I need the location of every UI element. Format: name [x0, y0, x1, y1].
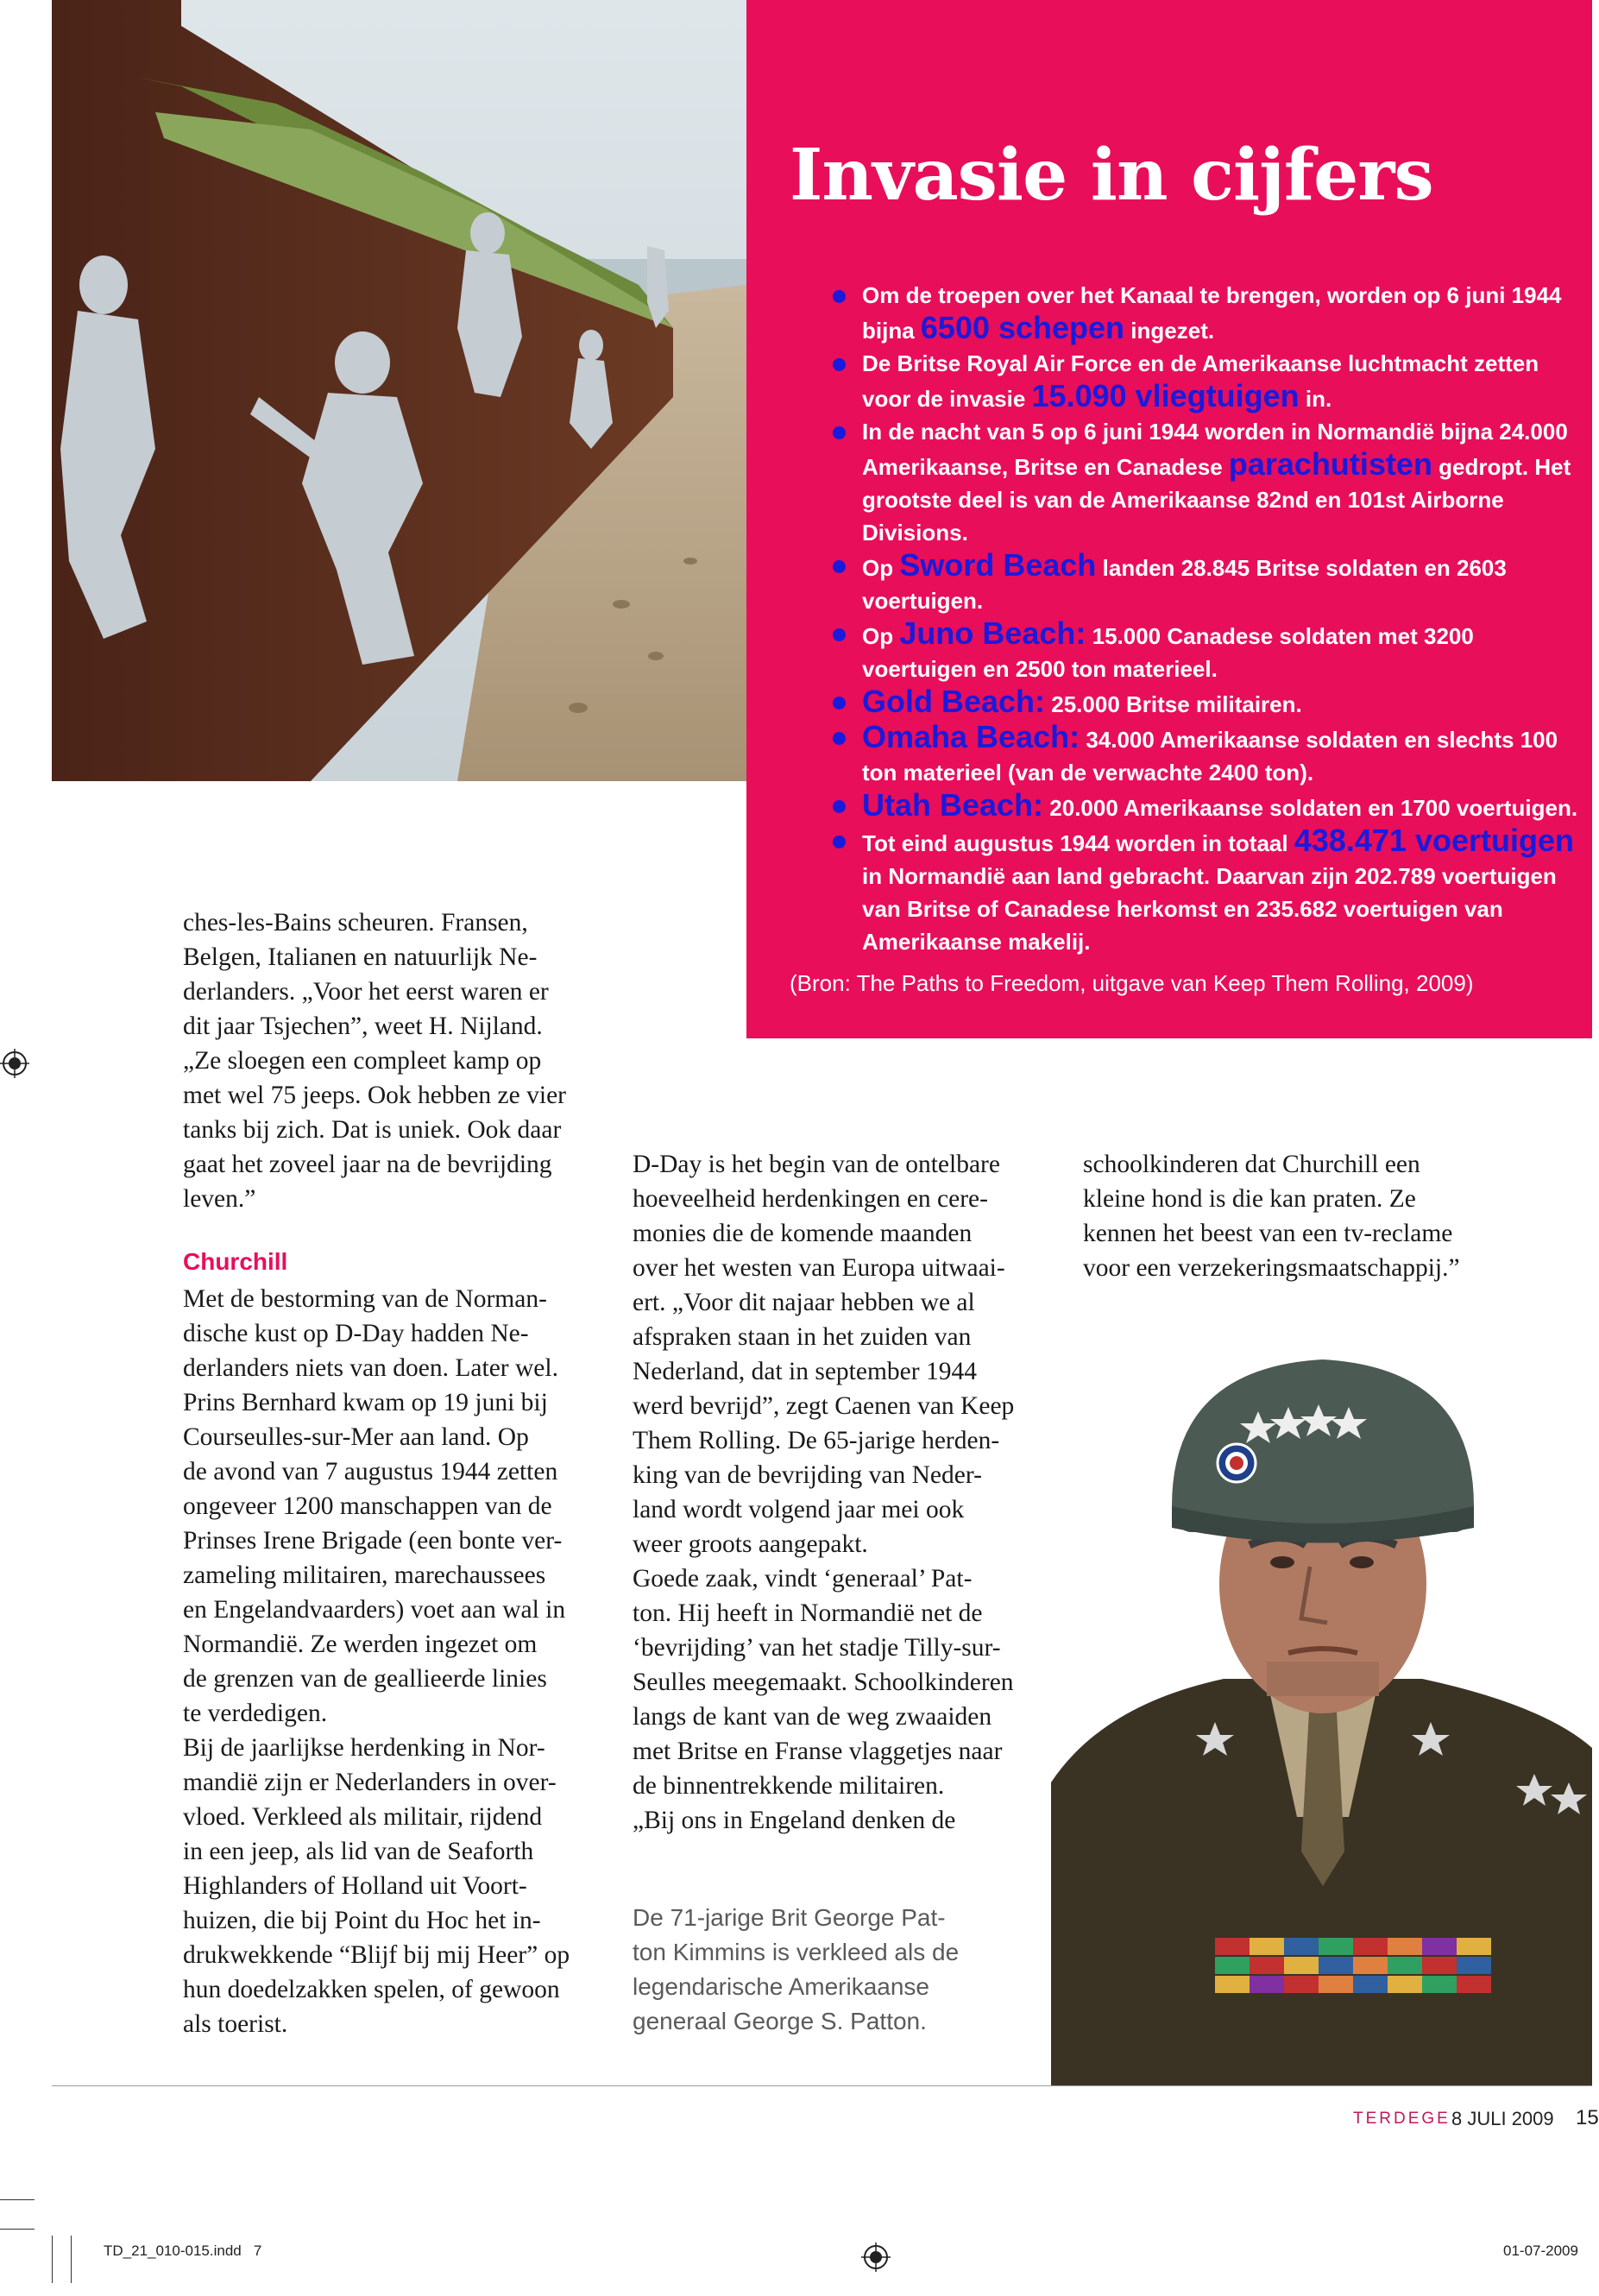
fact-item [786, 279, 1580, 347]
fact-text: 25.000 Britse militairen. [1045, 691, 1302, 717]
fact-text: Tot eind augustus 1944 worden in totaal [862, 830, 1294, 856]
crop-mark [0, 2199, 35, 2200]
fact-item [786, 617, 1580, 685]
fact-text: gedropt. Het grootste deel is van de Amerikaanse 82nd en 101st Airborne Divisions. [862, 454, 1571, 546]
fact-text: De Britse Royal Air Force en de Amerikaanse luchtmacht zetten voor de invasie [862, 350, 1539, 412]
fact-item [786, 721, 1580, 789]
article-column-1-top: ches-les-Bains scheuren. Fransen, Belgen, Italianen en natuurlijk Ne- derlanders. „Voor het eerst waren er dit jaar Tsjechen”, weet H. Nijland. „Ze sloegen een compleet kamp op met wel 75 jeeps. Ook hebben ze vier tanks bij zich. Dat is uniek. Ook daar gaat het zoveel jaar na de bevrijding leven.” [183, 909, 566, 1213]
page-number: 15 [1576, 2106, 1599, 2129]
slug-date: 01-07-2009 [1503, 2242, 1578, 2259]
fact-text: ingezet. [1124, 318, 1215, 344]
fact-item [786, 347, 1580, 415]
fact-text: Om de troepen over het Kanaal te brengen, worden op 6 juni 1944 bijna [862, 282, 1562, 344]
footer-magazine-name: TERDEGE [1353, 2110, 1451, 2128]
fact-highlight: parachutisten [1228, 446, 1432, 482]
fact-text: landen 28.845 Britse soldaten en 2603 voertuigen. [862, 555, 1507, 614]
fact-item [786, 549, 1580, 617]
fact-highlight: Utah Beach: [862, 787, 1044, 823]
patton-portrait [1051, 1334, 1592, 2085]
info-box-title: Invasie in cijfers [790, 134, 1433, 217]
article-column-3: schoolkinderen dat Churchill een kleine hond is die kan praten. Ze kennen het beest van een tv-reclame voor een verzekeringsmaatschappij.” [1083, 1151, 1460, 1282]
crop-mark [52, 2236, 53, 2283]
fact-text: In de nacht van 5 op 6 juni 1944 worden in Normandië bijna 24.000 Amerikaanse, Britse en Canadese [862, 419, 1568, 480]
fact-item [786, 415, 1580, 549]
fact-highlight: 438.471 voertuigen [1294, 823, 1574, 858]
fact-text: in. [1299, 386, 1332, 412]
crop-mark [0, 2229, 35, 2230]
article-column-2: D-Day is het begin van de ontelbare hoeveelheid herdenkingen en cere- monies die de komende maanden over het westen van Europa uitwaai- ert. „Voor dit najaar hebben we al afspraken staan in het zuiden van Nederland, dat in september 1944 werd bevrijd”, zegt Caenen van Keep Them Rolling. De 65-jarige herden- king van de bevrijding van Neder- land wordt volgend jaar mei ook weer groots aangepakt. Goede zaak, vindt ‘generaal’ Pat- ton. Hij heeft in Normandië net de ‘bevrijding’ van het stadje Tilly-sur- Seulles meegemaakt. Schoolkinderen langs de kant van de weg zwaaiden met Britse en Franse vlaggetjes naar de binnentrekkende militairen. „Bij ons in Engeland denken de [633, 1151, 1015, 1834]
photo-caption: De 71-jarige Brit George Pat- ton Kimmins is verkleed als de legendarische Amerikaanse generaal George S. Patton. [633, 1904, 960, 2034]
fact-text: 20.000 Amerikaanse soldaten en 1700 voertuigen. [1043, 795, 1578, 821]
fact-item [786, 789, 1580, 824]
footer-divider [52, 2085, 1592, 2086]
slug-filename: TD_21_010-015.indd 7 [104, 2242, 262, 2259]
registration-mark-icon [861, 2242, 891, 2272]
fact-highlight: Sword Beach [899, 547, 1097, 583]
facts-list [786, 279, 1580, 958]
fact-text: 15.000 Canadese soldaten met 3200 voertuigen en 2500 ton materieel. [862, 623, 1474, 682]
fact-text: Op [862, 623, 900, 649]
fact-item [786, 685, 1580, 721]
fact-text: 34.000 Amerikaanse soldaten en slechts 100 ton materieel (van de verwachte 2400 ton). [862, 727, 1558, 785]
footer-date: 8 JULI 2009 [1451, 2108, 1554, 2129]
registration-mark-icon [0, 1049, 29, 1078]
fact-highlight: 15.090 vliegtuigen [1031, 378, 1300, 413]
fact-item [786, 824, 1580, 958]
memorial-photo [52, 0, 746, 781]
section-heading: Churchill [183, 1248, 288, 1275]
fact-highlight: 6500 schepen [920, 310, 1125, 345]
fact-highlight: Juno Beach: [899, 615, 1086, 651]
info-box [746, 0, 1592, 1038]
fact-text: Op [862, 555, 900, 581]
fact-text: in Normandië aan land gebracht. Daarvan zijn 202.789 voertuigen van Britse of Canadese herkomst en 235.682 voertuigen van Amerikaanse makelij. [862, 863, 1557, 955]
fact-highlight: Gold Beach: [862, 684, 1046, 719]
crop-mark [71, 2236, 72, 2283]
fact-highlight: Omaha Beach: [862, 719, 1080, 754]
info-box-source: (Bron: The Paths to Freedom, uitgave van Keep Them Rolling, 2009) [790, 970, 1474, 996]
article-column-1-bottom: Met de bestorming van de Norman- dische kust op D-Day hadden Ne- derlanders niets van doen. Later wel. Prins Bernhard kwam op 19 juni bij Courseulles-sur-Mer aan land. Op de avond van 7 augustus 1944 zetten ongeveer 1200 manschappen van de Prinses Irene Brigade (een bonte ver- zameling militairen, marechaussees en Engelandvaarders) voet aan wal in Normandië. Ze werden ingezet om de grenzen van de geallieerde linies te verdedigen. Bij de jaarlijkse herdenking in Nor- mandië zijn er Nederlanders in over- vloed. Verkleed als militair, rijdend in een jeep, als lid van de Seaforth Highlanders of Holland uit Voort- huizen, die bij Point du Hoc het in- drukwekkende “Blijf bij mij Heer” op hun doedelzakken spelen, of gewoon als toerist. [183, 1285, 570, 2038]
